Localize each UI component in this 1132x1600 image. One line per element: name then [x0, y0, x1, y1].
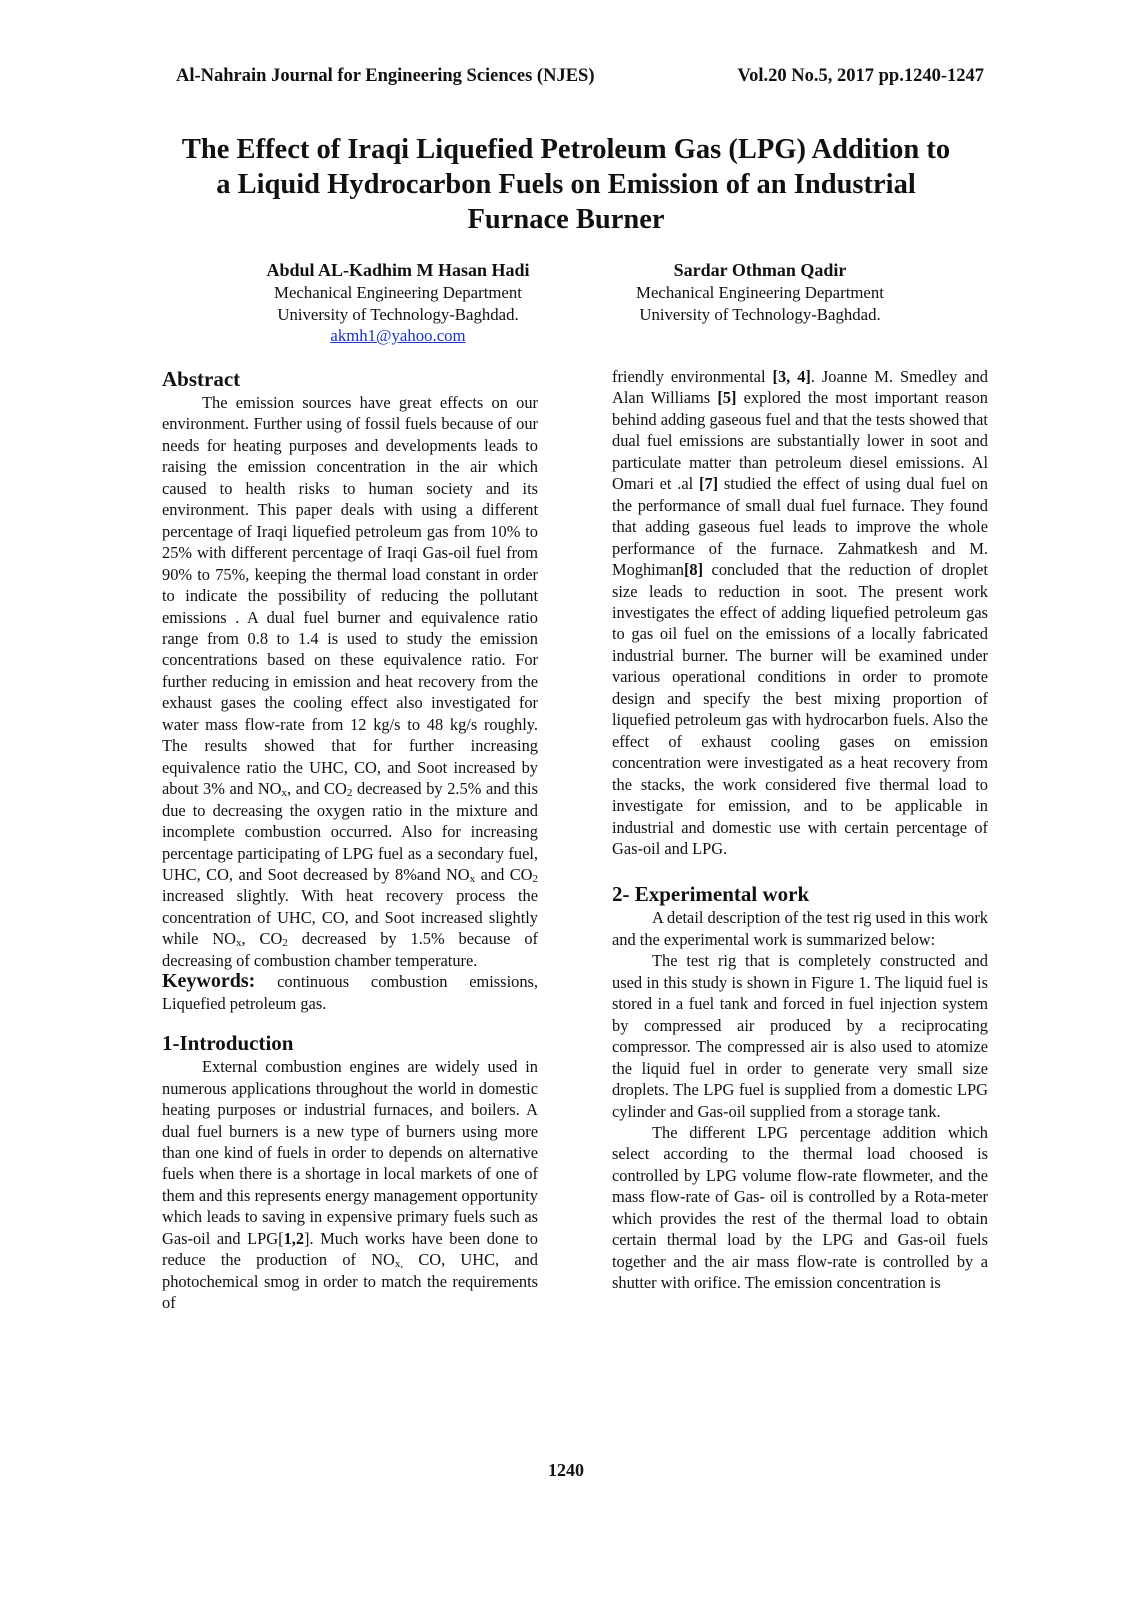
volume-info: Vol.20 No.5, 2017 pp.1240-1247 — [737, 66, 984, 86]
keywords-label: Keywords: — [162, 970, 256, 993]
experimental-para-3: The different LPG percentage addition which select according to the thermal load choosed is controlled by LPG volume flow-rate flowmeter, and the mass flow-rate of Gas- oil is controlled by a Rota-meter which provides the rest of the thermal load to obtain certain thermal load by the LPG and Gas-oil fuels together and the air mass flow-rate is controlled by a shutter with orifice. The emission concentration is — [612, 1122, 988, 1293]
introduction-heading: 1-Introduction — [162, 1031, 294, 1056]
title-line-1: The Effect of Iraqi Liquefied Petroleum Gas (LPG) Addition to — [181, 134, 951, 165]
right-column — [612, 366, 988, 1294]
author-department: Mechanical Engineering Department — [636, 283, 884, 302]
keywords — [162, 971, 538, 1014]
author-name: Sardar Othman Qadir — [673, 260, 847, 280]
abstract-heading: Abstract — [162, 367, 241, 391]
journal-name: Al-Nahrain Journal for Engineering Sciences (NJES) — [176, 66, 595, 86]
author-block-2 — [610, 258, 910, 325]
left-column — [162, 366, 538, 1314]
experimental-para-1: A detail description of the test rig used in this work and the experimental work is summarized below: — [612, 908, 988, 949]
abstract-text: The emission sources have great effects on our environment. Further using of fossil fuels because of our needs for heating purposes and developments leads to raising the emission concentration in the air which caused to health risks to human society and its environment. This paper deals with using a different percentage of Iraqi liquefied petroleum gas from 10% to 25% with different percentage of Iraqi Gas-oil fuel from 90% to 75%, keeping the thermal load constant in order to indicate the possibility of reducing the pollutant emissions . A dual fuel burner and equivalence ratio range from 0.8 to 1.4 is used to study the emission concentrations based on these equivalence ratio. For further reducing in emission and heat recovery from the exhaust gases the cooling effect also investigated for water mass flow-rate from 12 kg/s to 48 kg/s roughly. The results showed that for further increasing equivalence ratio the UHC, CO, and Soot increased by about 3% and $NO_x$, and $CO_2$ decreased by 2.5% and this due to decreasing the oxygen ratio in the mixture and incomplete combustion occurred. Also for increasing percentage participating of LPG fuel as a secondary fuel, UHC, CO, and Soot decreased by 8%and $NO_x$ and $CO_2$ increased slightly. With heat recovery process the concentration of UHC, CO, and Soot increased slightly while $NO_x$, $CO_2$ decreased by 1.5% because of decreasing of combustion chamber temperature. — [162, 393, 538, 970]
author-department: Mechanical Engineering Department — [274, 283, 522, 302]
keywords-text: continuous combustion emissions, Liquefied petroleum gas. — [162, 972, 538, 1013]
experimental-heading: 2- Experimental work — [612, 882, 810, 907]
author-university: University of Technology-Baghdad. — [277, 304, 519, 324]
title-line-3: Furnace Burner — [467, 204, 665, 235]
paper-title — [120, 132, 1012, 237]
author-block-1 — [238, 258, 558, 347]
page-number: 1240 — [548, 1460, 584, 1480]
author-university: University of Technology-Baghdad. — [639, 304, 881, 324]
title-line-2: a Liquid Hydrocarbon Fuels on Emission of an Industrial — [216, 169, 916, 200]
introduction-text: External combustion engines are widely used in numerous applications throughout the world in domestic heating purposes or industrial furnaces, and boilers. A dual fuel burners is a new type of burners using more than one kind of fuels in order to depends on alternative fuels when there is a shortage in local markets of one of them and this represents energy management opportunity which leads to saving in expensive primary fuels such as Gas-oil and LPG[1,2]. Much works have been done to reduce the production of $NO_{x,}$ CO, UHC, and photochemical smog in order to match the requirements of — [162, 1057, 538, 1313]
experimental-para-2: The test rig that is completely constructed and used in this study is shown in Figure 1. The liquid fuel is stored in a fuel tank and forced in fuel injection system by compressed air produced by a reciprocating compressor. The compressed air is also used to atomize the liquid fuel in order to generate very small size droplets. The LPG fuel is supplied from a domestic LPG cylinder and Gas-oil supplied from a storage tank. — [612, 951, 988, 1121]
introduction-continued-text: friendly environmental [3, 4]. Joanne M. Smedley and Alan Williams [5] explored the most important reason behind adding gaseous fuel and that the tests showed that dual fuel emissions are substantially lower in soot and particulate matter than petroleum diesel emissions. Al Omari et .al [7] studied the effect of using dual fuel on the performance of small dual fuel furnace. They found that adding gaseous fuel leads to improve the whole performance of the furnace. Zahmatkesh and M. Moghiman[8] concluded that the reduction of droplet size leads to reduction in soot. The present work investigates the effect of adding liquefied petroleum gas to gas oil fuel on the emissions of a locally fabricated industrial burner. The burner will be examined under various operational conditions in order to promote design and specify the best mixing proportion of liquefied petroleum gas with hydrocarbon fuels. Also the effect of exhaust cooling gases on emission concentration were investigated as a heat recovery from the stacks, the work considered five thermal load to investigate for emission, and to be applicable in industrial and domestic use with certain percentage of Gas-oil and LPG. — [612, 367, 989, 858]
author-email-link[interactable]: akmh1@yahoo.com — [330, 326, 466, 345]
author-name: Abdul AL-Kadhim M Hasan Hadi — [266, 260, 530, 280]
